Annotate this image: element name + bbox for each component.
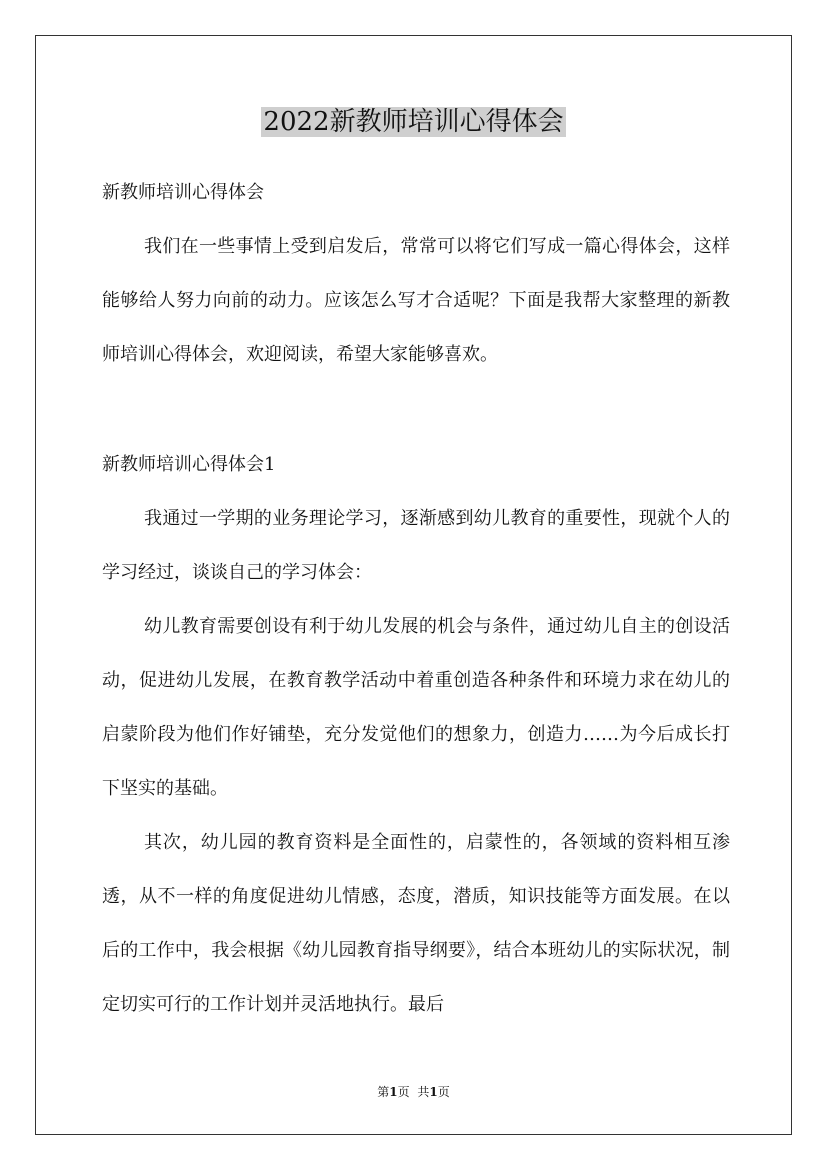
paragraph-1: 我通过一学期的业务理论学习，逐渐感到幼儿教育的重要性，现就个人的学习经过，谈谈自己的学习体会： [102, 508, 730, 583]
paragraph-2: 幼儿教育需要创设有利于幼儿发展的机会与条件，通过幼儿自主的创设活动，促进幼儿发展，在教育教学活动中着重创造各种条件和环境力求在幼儿的启蒙阶段为他们作好铺垫，充分发觉他们的想象力，创造力……为今后成长打下坚实的基础。 [102, 616, 730, 799]
document-title-text: 2022新教师培训心得体会 [263, 107, 564, 137]
footer-total-pages: 1 [429, 1085, 438, 1099]
intro-paragraph: 我们在一些事情上受到启发后，常常可以将它们写成一篇心得体会，这样能够给人努力向前的动力。应该怎么写才合适呢？下面是我帮大家整理的新教师培训心得体会，欢迎阅读，希望大家能够喜欢。 [102, 236, 730, 365]
footer-page-suffix: 页 [397, 1085, 410, 1099]
paragraph-3: 其次，幼儿园的教育资料是全面性的，启蒙性的，各领域的资料相互渗透，从不一样的角度促进幼儿情感，态度，潜质，知识技能等方面发展。在以后的工作中，我会根据《幼儿园教育指导纲要》，结合本班幼儿的实际状况，制定切实可行的工作计划并灵活地执行。最后 [102, 832, 730, 1015]
footer-page-prefix: 第 [377, 1085, 390, 1099]
page-footer [0, 1082, 827, 1102]
document-title [0, 100, 827, 144]
footer-total-suffix: 页 [437, 1085, 450, 1099]
section-heading-1: 新教师培训心得体会1 [102, 454, 276, 475]
footer-total-prefix: 共 [417, 1085, 430, 1099]
footer-page-number: 1 [389, 1085, 398, 1099]
document-subtitle: 新教师培训心得体会 [102, 182, 264, 203]
